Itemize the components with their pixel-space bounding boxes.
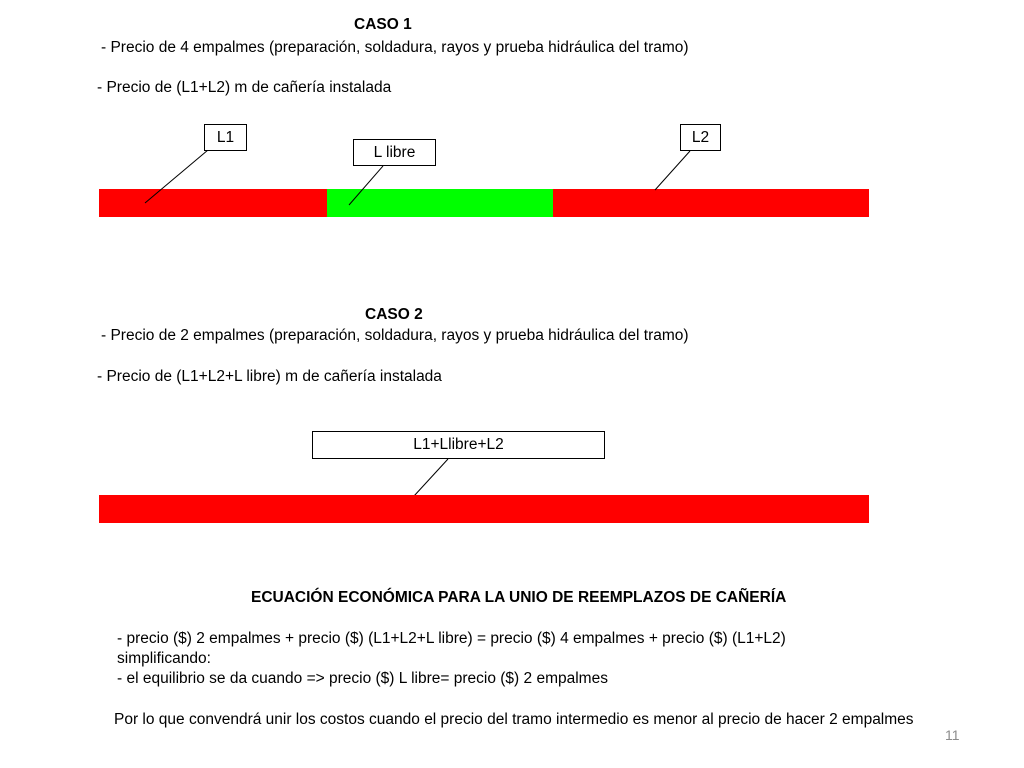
callout-line-libre (349, 166, 383, 205)
caso2-line-empalmes: - Precio de 2 empalmes (preparación, soldadura, rayos y prueba hidráulica del tramo) (101, 327, 689, 344)
label-total: L1+Llibre+L2 (312, 431, 605, 459)
ecuacion-line-igualdad: - precio ($) 2 empalmes + precio ($) (L1+L2+L libre) = precio ($) 4 empalmes + precio ($) (L1+L2) (117, 630, 786, 647)
callout-line-l1 (145, 150, 208, 203)
pipe-segment-total (99, 495, 869, 523)
caso2-line-caneria: - Precio de (L1+L2+L libre) m de cañería instalada (97, 368, 442, 385)
ecuacion-line-equilibrio: - el equilibrio se da cuando => precio ($) L libre= precio ($) 2 empalmes (117, 670, 608, 687)
label-l1: L1 (204, 124, 247, 151)
callout-line-total (414, 459, 448, 496)
page-number: 11 (945, 727, 960, 743)
caso1-line-caneria: - Precio de (L1+L2) m de cañería instalada (97, 79, 392, 96)
ecuacion-line-simplificando: simplificando: (117, 650, 211, 667)
callout-line-l2 (655, 151, 690, 190)
label-l2: L2 (680, 124, 721, 151)
caso2-title: CASO 2 (365, 306, 423, 323)
ecuacion-title: ECUACIÓN ECONÓMICA PARA LA UNIO DE REEMPLAZOS DE CAÑERÍA (251, 589, 787, 606)
caso1-title: CASO 1 (354, 16, 412, 33)
caso1-line-empalmes: - Precio de 4 empalmes (preparación, soldadura, rayos y prueba hidráulica del tramo) (101, 39, 689, 56)
ecuacion-conclusion: Por lo que convendrá unir los costos cuando el precio del tramo intermedio es menor al precio de hacer 2 empalmes (114, 711, 914, 728)
label-l-libre: L libre (353, 139, 436, 166)
